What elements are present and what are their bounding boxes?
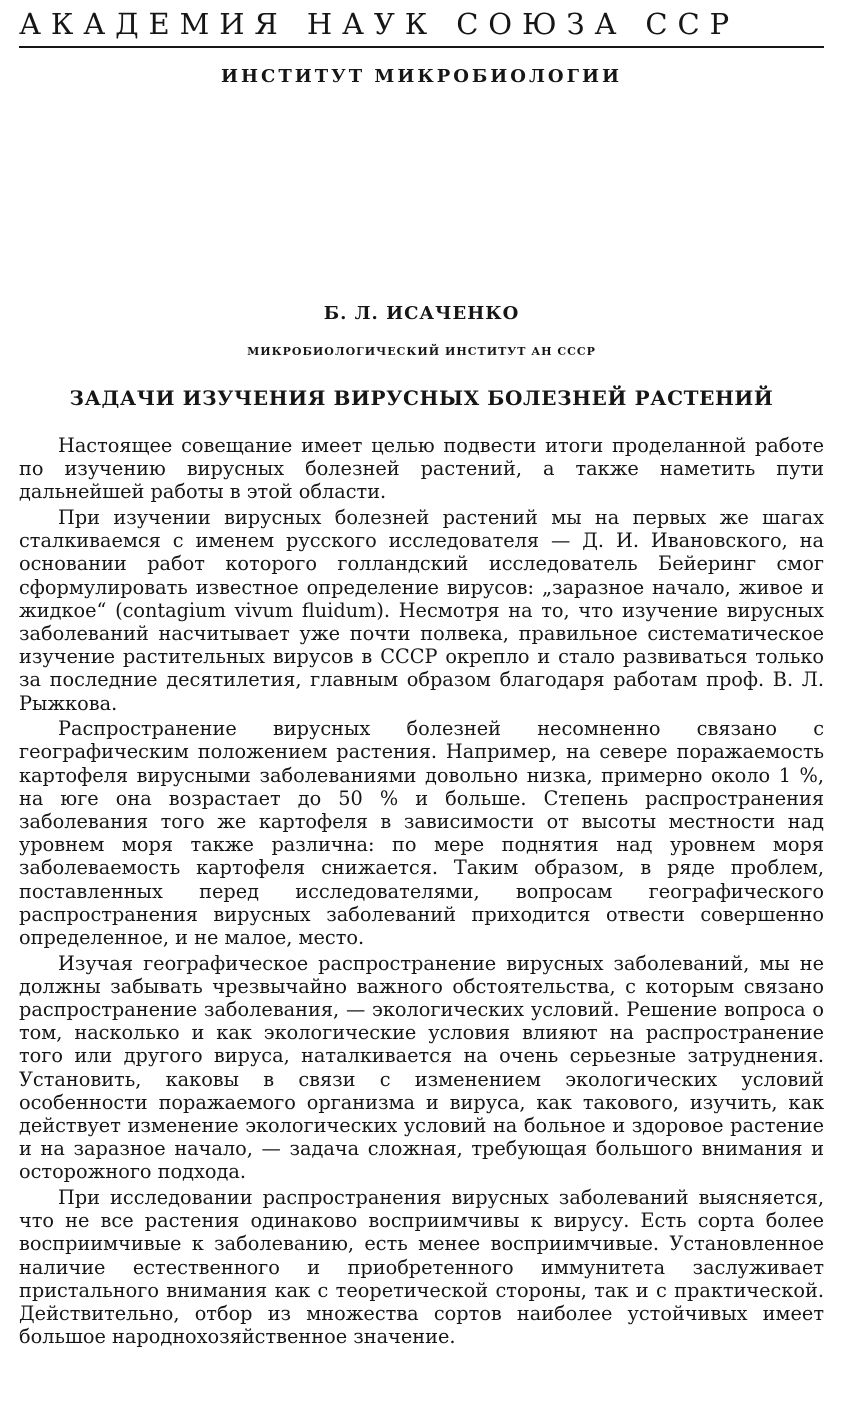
author-affiliation: МИКРОБИОЛОГИЧЕСКИЙ ИНСТИТУТ АН СССР [247, 345, 596, 358]
article-author: Б. Л. ИСАЧЕНКО [323, 303, 520, 324]
paragraph: Распространение вирусных болезней несомненно связано с географическим положением растения. Например, на севере поражаемость картофеля вирусными заболеваниями довольно низка, примерно около 1 %, на юге она возрастает до 50 % и больше. Степень распространения заболевания того же картофеля в зависимости от высоты местности над уровнем моря также различна: по мере поднятия над уровнем моря заболеваемость картофеля снижается. Таким образом, в ряде проблем, поставленных перед исследователями, вопросам географического распространения вирусных заболеваний приходится отвести совершенно определенное, и не малое, место. [19, 717, 824, 950]
header-rule [19, 46, 824, 48]
academy-header: АКАДЕМИЯ НАУК СОЮЗА ССР [19, 7, 740, 41]
institute-header: ИНСТИТУТ МИКРОБИОЛОГИИ [220, 66, 623, 87]
article-body [19, 434, 824, 1348]
paragraph: При изучении вирусных болезней растений мы на первых же шагах сталкиваемся с именем русского исследователя — Д. И. Ивановского, на основании работ которого голландский исследователь Бейеринг смог сформулировать известное определение вирусов: „заразное начало, живое и жидкое“ (contagium vivum fluidum). Несмотря на то, что изучение вирусных заболеваний насчитывает уже почти полвека, правильное систематическое изучение растительных вирусов в СССР окрепло и стало развиваться только за последние десятилетия, главным образом благодаря работам проф. В. Л. Рыжкова. [19, 506, 824, 715]
paragraph: Изучая географическое распространение вирусных заболеваний, мы не должны забывать чрезвычайно важного обстоятельства, с которым связано распространение заболевания, — экологических условий. Решение вопроса о том, насколько и как экологические условия влияют на распространение того или другого вируса, наталкивается на очень серьезные затруднения. Установить, каковы в связи с изменением экологических условий особенности поражаемого организма и вируса, как такового, изучить, как действует изменение экологических условий на больное и здоровое растение и на заразное начало, — задача сложная, требующая большого внимания и осторожного подхода. [19, 951, 824, 1184]
paragraph: Настоящее совещание имеет целью подвести итоги проделанной работе по изучению вирусных болезней растений, а также наметить пути дальнейшей работы в этой области. [19, 434, 824, 504]
paragraph: При исследовании распространения вирусных заболеваний выясняется, что не все растения одинаково восприимчивы к вирусу. Есть сорта более восприимчивые к заболеванию, есть менее восприимчивые. Установленное наличие естественного и приобретенного иммунитета заслуживает пристального внимания как с теоретической стороны, так и с практической. Действительно, отбор из множества сортов наиболее устойчивых имеет большое народнохозяйственное значение. [19, 1186, 824, 1349]
article-title: ЗАДАЧИ ИЗУЧЕНИЯ ВИРУСНЫХ БОЛЕЗНЕЙ РАСТЕНИЙ [69, 386, 774, 410]
